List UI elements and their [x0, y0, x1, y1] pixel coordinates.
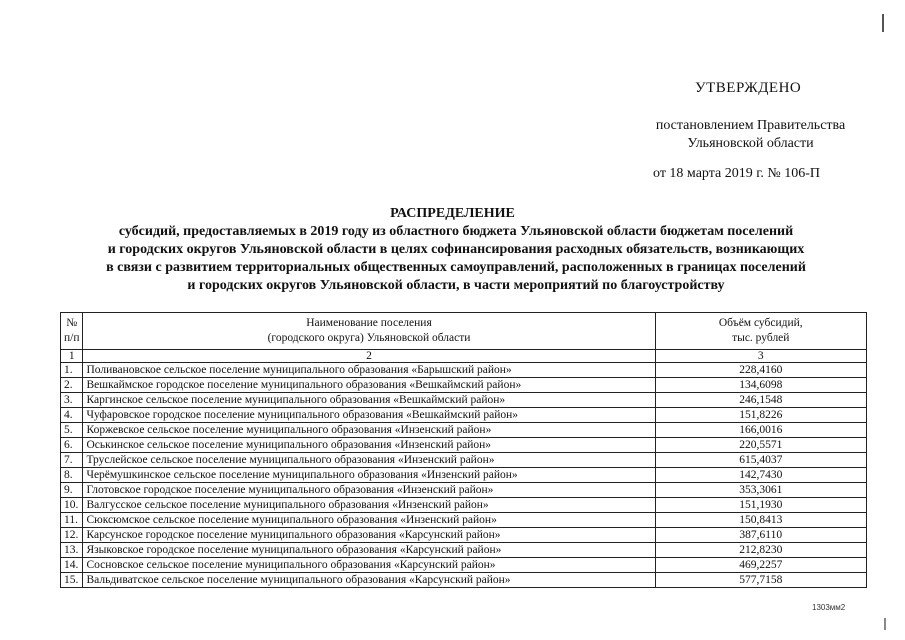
- index-cell: 1: [61, 350, 83, 363]
- row-subsidy-value: 353,3061: [655, 483, 866, 498]
- row-number: 7.: [61, 453, 83, 468]
- document-subtitle: [40, 223, 872, 295]
- row-settlement-name: Сюксюмское сельское поселение муниципального образования «Инзенский район»: [83, 513, 655, 528]
- row-settlement-name: Языковское городское поселение муниципального образования «Карсунский район»: [83, 543, 655, 558]
- row-subsidy-value: 246,1548: [655, 393, 866, 408]
- row-number: 14.: [61, 558, 83, 573]
- row-subsidy-value: 151,8226: [655, 408, 866, 423]
- table-index-row: [61, 350, 867, 363]
- row-settlement-name: Оськинское сельское поселение муниципального образования «Инзенский район»: [83, 438, 655, 453]
- row-number: 5.: [61, 423, 83, 438]
- row-subsidy-value: 387,6110: [655, 528, 866, 543]
- row-number: 10.: [61, 498, 83, 513]
- row-number: 11.: [61, 513, 83, 528]
- row-settlement-name: Черёмушкинское сельское поселение муниципального образования «Инзенский район»: [83, 468, 655, 483]
- header-value-line1: Объём субсидий,: [718, 317, 803, 329]
- table-row: [61, 528, 867, 543]
- row-number: 8.: [61, 468, 83, 483]
- header-name-line2: (городского округа) Ульяновской области: [267, 332, 471, 344]
- row-number: 15.: [61, 573, 83, 588]
- table-row: [61, 573, 867, 588]
- table-row: [61, 453, 867, 468]
- row-settlement-name: Чуфаровское городское поселение муниципального образования «Вешкаймский район»: [83, 408, 655, 423]
- table-row: [61, 378, 867, 393]
- header-number: [61, 313, 83, 350]
- resolution-reference: [643, 117, 858, 153]
- table-row: [61, 438, 867, 453]
- header-value: [655, 313, 866, 350]
- row-settlement-name: Вешкаймское городское поселение муниципального образования «Вешкаймский район»: [83, 378, 655, 393]
- table-row: [61, 483, 867, 498]
- row-subsidy-value: 142,7430: [655, 468, 866, 483]
- distribution-table: [60, 312, 867, 588]
- row-number: 2.: [61, 378, 83, 393]
- row-settlement-name: Сосновское сельское поселение муниципального образования «Карсунский район»: [83, 558, 655, 573]
- header-value-line2: тыс. рублей: [732, 332, 790, 344]
- table-row: [61, 543, 867, 558]
- row-settlement-name: Карсунское городское поселение муниципального образования «Карсунский район»: [83, 528, 655, 543]
- row-subsidy-value: 166,0016: [655, 423, 866, 438]
- table-row: [61, 408, 867, 423]
- row-settlement-name: Коржевское сельское поселение муниципального образования «Инзенский район»: [83, 423, 655, 438]
- header-number-line2: п/п: [64, 332, 80, 344]
- subtitle-line: в связи с развитием территориальных общественных самоуправлений, расположенных в границах поселений: [106, 260, 806, 275]
- resolution-line-2: Ульяновской области: [687, 136, 814, 151]
- row-subsidy-value: 151,1930: [655, 498, 866, 513]
- table-body: [61, 363, 867, 588]
- table-row: [61, 363, 867, 378]
- row-subsidy-value: 212,8230: [655, 543, 866, 558]
- row-settlement-name: Вальдиватское сельское поселение муниципального образования «Карсунский район»: [83, 573, 655, 588]
- document-title: РАСПРЕДЕЛЕНИЕ: [390, 206, 515, 221]
- row-number: 4.: [61, 408, 83, 423]
- table-row: [61, 393, 867, 408]
- row-settlement-name: Глотовское городское поселение муниципального образования «Инзенский район»: [83, 483, 655, 498]
- table-row: [61, 468, 867, 483]
- table-header-row: [61, 313, 867, 350]
- row-number: 1.: [61, 363, 83, 378]
- subtitle-line: и городских округов Ульяновской области, в части мероприятий по благоустройству: [187, 278, 725, 293]
- row-subsidy-value: 228,4160: [655, 363, 866, 378]
- subtitle-line: и городских округов Ульяновской области в целях софинансирования расходных обязательств, возникающих: [107, 242, 805, 257]
- row-subsidy-value: 615,4037: [655, 453, 866, 468]
- index-cell: 3: [655, 350, 866, 363]
- row-settlement-name: Поливановское сельское поселение муниципального образования «Барышский район»: [83, 363, 655, 378]
- footer-code: 1303мм2: [812, 603, 846, 612]
- table-row: [61, 423, 867, 438]
- row-subsidy-value: 150,8413: [655, 513, 866, 528]
- resolution-line-1: постановлением Правительства: [655, 118, 846, 133]
- index-cell: 2: [83, 350, 655, 363]
- table-row: [61, 498, 867, 513]
- approved-stamp: УТВЕРЖДЕНО: [695, 80, 802, 96]
- row-number: 12.: [61, 528, 83, 543]
- row-number: 3.: [61, 393, 83, 408]
- row-number: 9.: [61, 483, 83, 498]
- scan-edge-mark: [882, 14, 884, 32]
- row-subsidy-value: 577,7158: [655, 573, 866, 588]
- header-number-line1: №: [66, 317, 78, 329]
- row-subsidy-value: 220,5571: [655, 438, 866, 453]
- scan-edge-mark-bottom: [884, 618, 886, 630]
- row-settlement-name: Каргинское сельское поселение муниципального образования «Вешкаймский район»: [83, 393, 655, 408]
- subtitle-line: субсидий, предоставляемых в 2019 году из областного бюджета Ульяновской области бюджетам поселений: [118, 224, 794, 239]
- resolution-date: от 18 марта 2019 г. № 106-П: [653, 166, 821, 181]
- header-name: [83, 313, 655, 350]
- row-settlement-name: Труслейское сельское поселение муниципального образования «Инзенский район»: [83, 453, 655, 468]
- header-name-line1: Наименование поселения: [306, 317, 432, 329]
- row-settlement-name: Валгусское сельское поселение муниципального образования «Инзенский район»: [83, 498, 655, 513]
- table-row: [61, 558, 867, 573]
- row-subsidy-value: 469,2257: [655, 558, 866, 573]
- row-number: 13.: [61, 543, 83, 558]
- row-number: 6.: [61, 438, 83, 453]
- table-row: [61, 513, 867, 528]
- row-subsidy-value: 134,6098: [655, 378, 866, 393]
